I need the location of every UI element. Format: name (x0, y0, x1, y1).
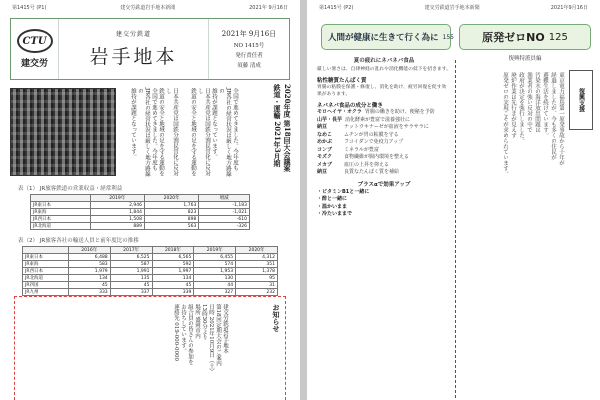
table-cell: 351 (236, 261, 278, 268)
logo-caption: 建交労 (20, 59, 48, 69)
food-item (317, 109, 451, 117)
food-description: フコイダンで免疫力アップ (344, 139, 404, 145)
column-title: 原発ゼロNO (482, 31, 545, 44)
column-line: 経過しましたが、今も多くの住民が (550, 72, 556, 160)
body-line: 維持が課題となっています。 (211, 88, 217, 160)
page-number: 第1415号 (P1) (12, 5, 47, 11)
table-cell: 45 (152, 282, 194, 289)
nuclear-column-header (459, 24, 591, 50)
announcement-line: 建交労鉄道岩手地本 (222, 304, 228, 354)
table-cell: 1,991 (110, 268, 152, 275)
paper-title: 岩手地本 (89, 46, 178, 68)
column-number: 125 (548, 31, 568, 43)
running-head (12, 4, 288, 11)
food-item (317, 132, 451, 140)
table-cell: 327 (194, 289, 236, 296)
table-row (23, 282, 278, 289)
table-row (23, 254, 278, 261)
food-description: ミネラルが豊富 (344, 146, 379, 153)
table-cell: 134 (68, 275, 110, 282)
plus-heading: プラスαで効果アップ (357, 181, 411, 188)
logo-mark: CTU (17, 29, 53, 53)
health-series-header (321, 24, 454, 50)
table-cell: 333 (68, 289, 110, 296)
table-header-cell (23, 247, 69, 254)
issue-date: 2021年 9月16日 (249, 5, 288, 11)
table-cell: 823 (144, 209, 198, 216)
food-name: 納豆 (317, 169, 328, 175)
table-cell: 135 (110, 275, 152, 282)
table-cell: 6,525 (110, 254, 152, 261)
food-item (317, 147, 451, 155)
table-row (31, 209, 250, 216)
table-cell: 1,979 (68, 268, 110, 275)
announcement-line: 13時30分より (201, 304, 207, 340)
table-cell: 95 (236, 275, 278, 282)
table-header-cell: 2020年 (236, 247, 278, 254)
column-line: 漁業者の強い反対の中で (526, 72, 532, 133)
table-header-cell: 2019年 (194, 247, 236, 254)
table-cell: JR北海道 (23, 275, 69, 282)
table-header-cell: 2019年 (90, 195, 144, 202)
series-title: 人間が健康に生きて行く為に (328, 33, 439, 43)
table-cell: 45 (68, 282, 110, 289)
food-name: なめこ (317, 131, 333, 138)
column-line: 廃炉作業は先行きが見えず (510, 72, 516, 138)
food-description: 血圧の上昇を抑える (344, 161, 390, 168)
table-cell: JR西日本 (23, 268, 69, 275)
section-heading: 粘性糖質たんぱく質 (317, 78, 367, 84)
column-line: 避難生活を続けています。 (542, 72, 548, 138)
title-block (59, 19, 209, 79)
food-description: 良質なたんぱく質を補給 (344, 169, 400, 175)
table-cell: 130 (194, 275, 236, 282)
table-cell: 6,455 (194, 254, 236, 261)
table-cell: JR東海 (23, 261, 69, 268)
food-name: モロヘイヤ・オクラ (317, 109, 362, 115)
table-row (23, 261, 278, 268)
body-line: JR各社の経営状況は厳しく地方路線の (218, 88, 231, 177)
announcement-line: 連絡先 019-000-0000 (173, 304, 179, 361)
food-item (317, 162, 451, 170)
announcement-line: 日時 2021年10月9日（土） (208, 304, 214, 375)
food-description: 食物繊維が腸内環境を整える (344, 154, 410, 160)
column-box-label: 復興支援 (569, 70, 593, 130)
plus-item (317, 196, 451, 204)
food-name: メカブ (317, 161, 333, 168)
section-heading: ネバネバ食品の成分と働き (317, 103, 383, 109)
food-name: コンブ (317, 146, 333, 153)
table-cell: 898 (144, 216, 198, 223)
table-cell: 583 (68, 261, 110, 268)
food-name: 納豆 (317, 124, 328, 130)
table-cell: 337 (110, 289, 152, 296)
table-cell: 31 (236, 282, 278, 289)
announcement-line: 第18回定期大会のご案内 (215, 304, 221, 366)
food-item (317, 154, 451, 162)
union-logo (11, 19, 59, 79)
column-body (463, 72, 565, 394)
table-cell: JR西日本 (31, 216, 91, 223)
table-header-cell: 2016年 (68, 247, 110, 254)
body-line: 鉄道の安全と地域の足を守る運動を (158, 88, 164, 176)
paper-org: 建交労鉄道 (115, 31, 151, 38)
table-cell: 1,953 (194, 268, 236, 275)
table-cell: 592 (152, 261, 194, 268)
running-head (319, 4, 588, 11)
body-line: 全国で進めてきました。今年度も (151, 88, 157, 171)
table-cell: 889 (90, 223, 144, 230)
table-header-cell: 2020年 (144, 195, 198, 202)
table-cell: 6,565 (152, 254, 194, 261)
announcement-line: 場所 盛岡市内 (194, 304, 200, 339)
table2-caption: 表（2） JR旅客各社の輸送人員と前年度比の推移 (18, 238, 139, 244)
food-item (317, 169, 451, 177)
food-list (317, 109, 451, 177)
plus-item (317, 189, 451, 197)
table-header-cell (31, 195, 91, 202)
food-name: 山芋・長芋 (317, 116, 343, 123)
table-cell: 574 (194, 261, 236, 268)
food-description: 消化酵素が豊富で滋養強壮に (345, 116, 411, 123)
table1-caption: 表（1） JR旅客鉄道の営業収益・経常利益 (18, 186, 123, 192)
announcement-line: 組合員の皆さんの参加を (187, 304, 193, 365)
table-cell: -326 (199, 223, 250, 230)
table-cell: 4,312 (236, 254, 278, 261)
plus-item-text: ・温かいまま (317, 203, 348, 210)
announcement-body (24, 304, 228, 398)
plus-item (317, 204, 451, 212)
table-cell: 45 (110, 282, 152, 289)
body-line: 日本共産党は国鉄分割民営化に反対し (165, 88, 178, 176)
food-description: ムチンが胃の粘膜を守る (344, 131, 399, 138)
food-description: 胃腸の働きを助け、便秘を予防 (364, 109, 435, 115)
plus-item (317, 211, 451, 219)
table-cell: JR東日本 (31, 202, 91, 209)
table-row (31, 223, 250, 230)
masthead-date: 2021年 9月16日 (221, 30, 277, 38)
table-cell: 587 (110, 261, 152, 268)
table-cell: JR九州 (23, 289, 69, 296)
revenue-table (30, 194, 250, 230)
table-header-cell: 2017年 (110, 247, 152, 254)
table-row (23, 275, 278, 282)
table-row (23, 268, 278, 275)
column-line: 政府が決定を強行しました。 (518, 72, 524, 144)
article-body-continued (182, 88, 238, 178)
body-line: 全国で進めてきました。今年度も (232, 88, 238, 171)
table-cell: 232 (236, 289, 278, 296)
announcement-line: お待ちしています。 (180, 304, 186, 354)
column-line: 東京電力福島第一原発事故から十年が (558, 72, 564, 166)
ridership-table (22, 246, 278, 296)
table-cell: 44 (194, 282, 236, 289)
plus-item-text: ・冷たいままで (317, 211, 353, 217)
page-number: 第1415号 (P2) (319, 5, 354, 11)
food-item (317, 124, 451, 132)
publisher-name: 須藤 清成 (237, 63, 261, 69)
column-line: 原発ゼロの実現こそが求められています。 (502, 72, 508, 177)
page-gutter (300, 0, 307, 400)
table-row (23, 289, 278, 296)
right-page (307, 0, 600, 400)
body-line: 鉄道の安全と地域の足を守る運動を (190, 88, 196, 176)
table-cell: 563 (144, 223, 198, 230)
main-headline: 2020年度 第18回大会議案 鉄道・運輸 2021年3月期 (273, 84, 292, 172)
plus-item-text: ・酢と一緒に (317, 196, 348, 202)
article-body (122, 88, 178, 178)
body-line: 日本共産党は国鉄分割民営化に反対し (197, 88, 210, 176)
food-description: ナットウキナーゼが血液をサラサラに (344, 124, 429, 130)
publication-meta (209, 19, 289, 79)
train-photo (10, 88, 116, 176)
plus-item-text: ・ビタミンB1と一緒に (317, 188, 370, 195)
body-line: 維持が課題となっています。 (130, 88, 136, 160)
health-article (317, 54, 451, 219)
body-line: JR各社の経営状況は厳しく地方路線の (137, 88, 150, 177)
table-cell: JR北海道 (31, 223, 91, 230)
table-cell: 1,378 (236, 268, 278, 275)
section-text: 胃腸の粘膜を保護・修復し、消化を助け、疲労回復を促す効果があります。 (317, 85, 447, 97)
article-intro: 厳しい暑さは、自律神経の乱れや消化機能の低下を招きます。 (317, 67, 451, 72)
table-cell: -1,183 (199, 202, 250, 209)
table-cell: 6,488 (68, 254, 110, 261)
table-cell: -610 (199, 216, 250, 223)
table-cell: 1,508 (90, 216, 144, 223)
table-row (31, 216, 250, 223)
issue-number: NO 1415号 (233, 43, 265, 49)
food-item (317, 117, 451, 125)
series-number: 155 (442, 33, 454, 41)
masthead (10, 18, 290, 80)
table-header-cell: 増減 (199, 195, 250, 202)
table-cell: 134 (152, 275, 194, 282)
publisher-role: 発行責任者 (235, 53, 263, 59)
table-row (31, 202, 250, 209)
table-cell: JR東日本 (23, 254, 69, 261)
table-cell: 1,763 (144, 202, 198, 209)
table-cell: 1,997 (152, 268, 194, 275)
food-name: めかぶ (317, 139, 333, 145)
table-cell: -1,021 (199, 209, 250, 216)
issue-date: 2021年9月16日 (550, 5, 588, 11)
table-cell: JR四国 (23, 282, 69, 289)
table-cell: 2,946 (90, 202, 144, 209)
column-author: 復興特派員編 (508, 56, 542, 62)
food-name: モズク (317, 154, 333, 160)
table-header-cell: 2018年 (152, 247, 194, 254)
announcement-title: お知らせ (272, 304, 281, 332)
paper-name: 建交労鉄道岩手地本新聞 (120, 5, 176, 11)
column-line: 汚染水の海洋放出問題は (534, 72, 540, 133)
table-cell: 339 (152, 289, 194, 296)
table-cell: JR東海 (31, 209, 91, 216)
article-subtitle: 夏の疲れにネバネバ食品 (353, 58, 415, 64)
paper-name: 建交労鉄道岩手地本新聞 (424, 5, 480, 11)
table-cell: 1,844 (90, 209, 144, 216)
food-item (317, 139, 451, 147)
column-divider (455, 60, 456, 398)
